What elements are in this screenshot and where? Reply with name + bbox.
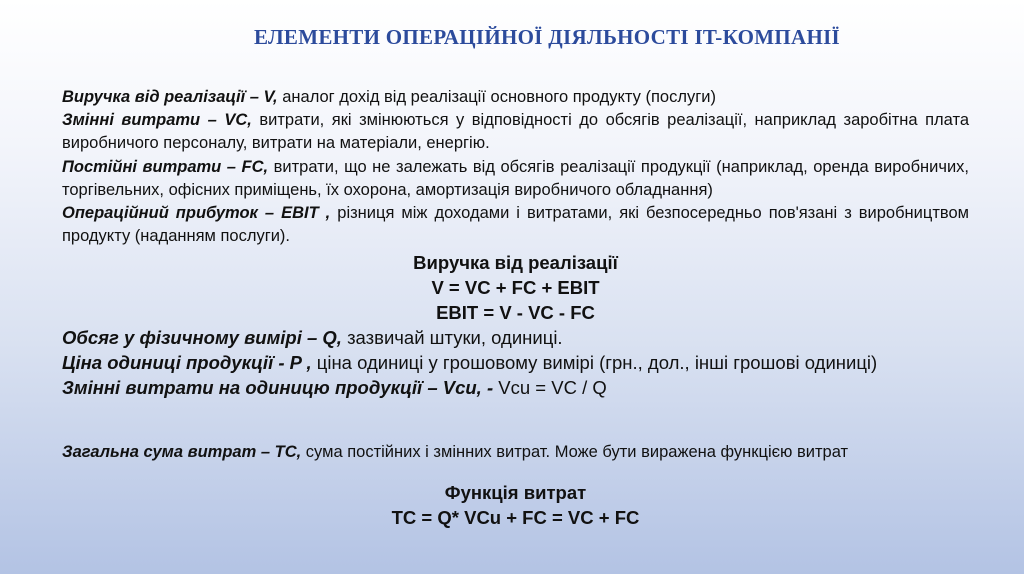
cost-function-heading: Функція витрат xyxy=(444,482,587,504)
paragraph-revenue xyxy=(62,86,969,109)
definition-price xyxy=(62,350,969,375)
text-ebit: різниця між доходами і витратами, які безпосередньо пов'язані з виробництвом продукту (наданням послуги). xyxy=(62,204,969,246)
term-quantity: Обсяг у фізичному вимірі – Q, xyxy=(62,327,342,349)
paragraph-ebit xyxy=(62,202,969,248)
text-total-costs: сума постійних і змінних витрат. Може бути виражена функцією витрат xyxy=(301,442,849,461)
cost-function-formula: TC = Q* VCu + FC = VC + FC xyxy=(391,507,640,529)
term-revenue: Виручка від реалізації – V, xyxy=(62,88,278,106)
term-fixed-costs: Постійні витрати – FC, xyxy=(62,157,269,176)
formula-ebit: EBIT = V - VC - FC xyxy=(436,302,595,324)
text-quantity: зазвичай штуки, одиниці. xyxy=(341,327,563,349)
formula-revenue: V = VC + FC + EBIT xyxy=(431,277,600,299)
term-variable-costs: Змінні витрати – VC, xyxy=(62,111,252,130)
text-revenue: аналог дохід від реалізації основного продукту (послуги) xyxy=(277,88,716,106)
definition-quantity xyxy=(62,325,969,350)
term-ebit: Операційний прибуток – EBIT , xyxy=(62,204,331,223)
paragraph-total-costs xyxy=(62,441,969,464)
term-price: Ціна одиниці продукції - P , xyxy=(62,352,312,374)
slide-title: ЕЛЕМЕНТИ ОПЕРАЦІЙНОЇ ДІЯЛЬНОСТІ IT-КОМПАНІЇ xyxy=(253,25,841,49)
term-vcu: Змінні витрати на одиницю продукції – Vcu, - xyxy=(62,377,494,399)
text-vcu: Vcu = VC / Q xyxy=(493,377,607,399)
definition-vcu xyxy=(62,375,969,400)
text-fixed-costs: витрати, що не залежать від обсягів реалізації продукції (наприклад, оренда виробничих, торгівельних, офісних приміщень, їх охорона, амортизація виробничого обладнання) xyxy=(62,157,969,199)
spacer xyxy=(62,400,969,424)
term-total-costs: Загальна сума витрат – TC, xyxy=(62,442,302,461)
text-variable-costs: витрати, які змінюються у відповідності до обсягів реалізації, наприклад заробітна плата виробничого персоналу, витрати на матеріали, енергію. xyxy=(62,111,970,153)
slide-content xyxy=(62,86,969,530)
text-price: ціна одиниці у грошовому вимірі (грн., дол., інші грошові одиниці) xyxy=(311,352,878,374)
paragraph-variable-costs xyxy=(62,109,969,155)
formula-heading: Виручка від реалізації xyxy=(413,252,618,274)
paragraph-fixed-costs xyxy=(62,156,969,202)
